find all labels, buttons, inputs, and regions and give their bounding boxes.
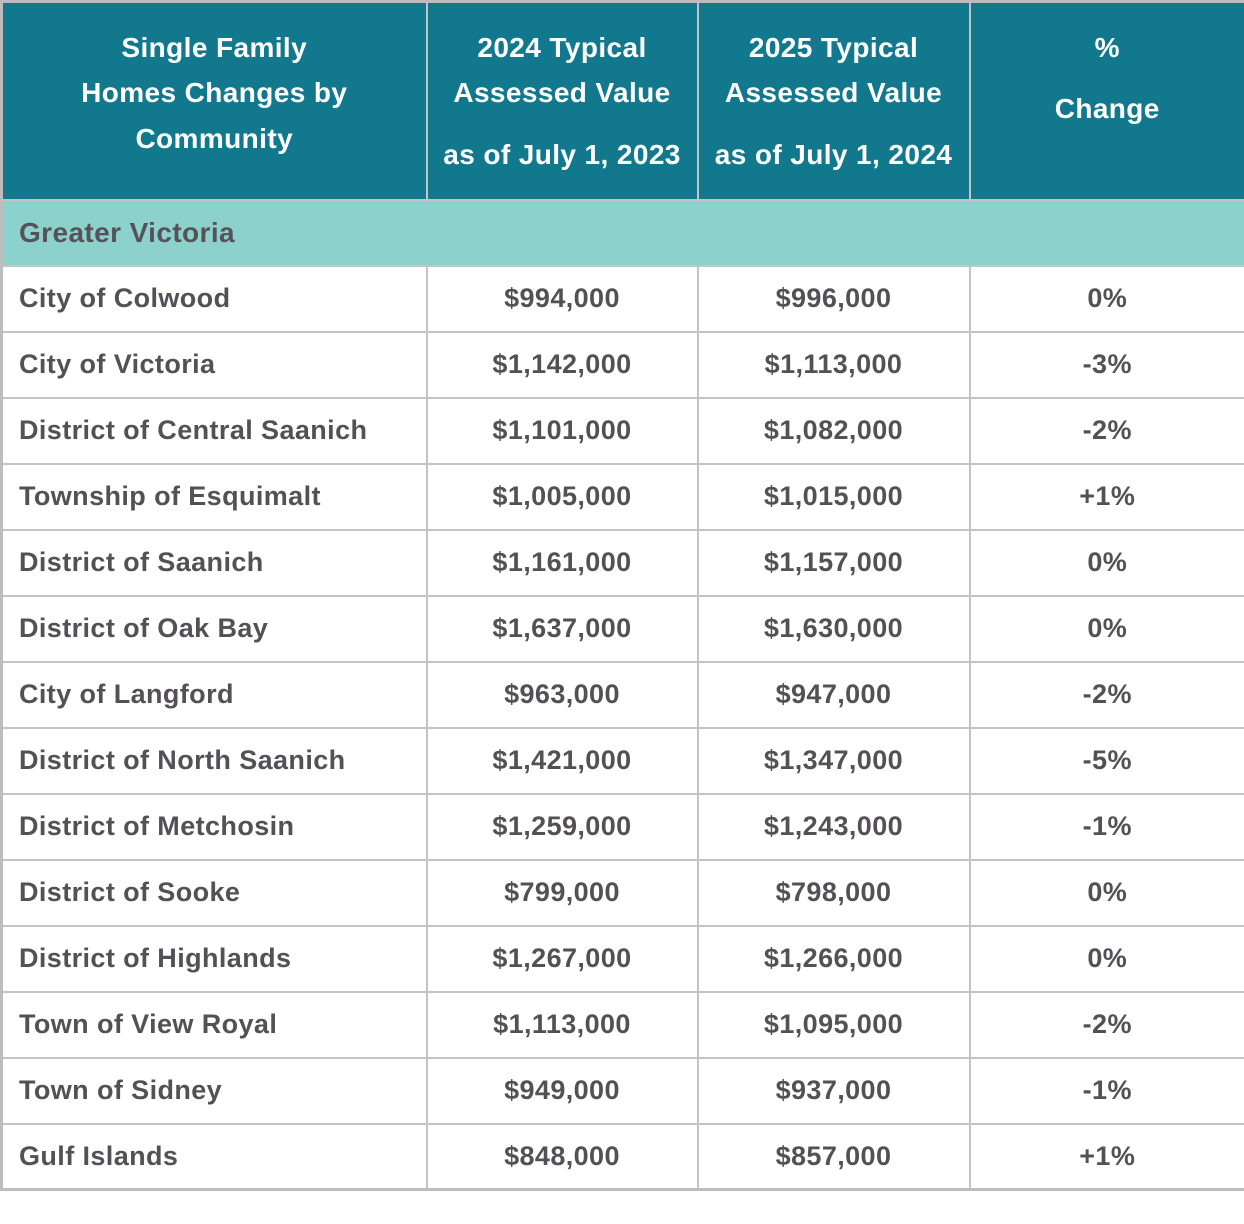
row-2025-value-cell: $1,630,000 [698, 596, 970, 662]
table-body [2, 200, 1244, 1190]
row-2024-value-cell: $848,000 [427, 1124, 698, 1190]
header-community-line2: Homes Changes by [81, 77, 348, 109]
header-community-line3: Community [135, 122, 294, 154]
row-2024-value-cell: $994,000 [427, 266, 698, 332]
table-row [2, 860, 1244, 926]
row-community-cell: Township of Esquimalt [2, 464, 427, 530]
row-2024-value-cell: $1,161,000 [427, 530, 698, 596]
row-2024-value-cell: $1,005,000 [427, 464, 698, 530]
header-2025-value-date: as of July 1, 2024 [714, 138, 953, 170]
table-row [2, 332, 1244, 398]
row-2024-value-cell: $1,113,000 [427, 992, 698, 1058]
table-row [2, 992, 1244, 1058]
row-pct-change-cell: -2% [970, 662, 1244, 728]
section-row-greater-victoria [2, 200, 1244, 266]
row-2024-value-cell: $949,000 [427, 1058, 698, 1124]
table-row [2, 596, 1244, 662]
row-2024-value-cell: $1,421,000 [427, 728, 698, 794]
row-2025-value-cell: $1,157,000 [698, 530, 970, 596]
row-community-cell: Town of Sidney [2, 1058, 427, 1124]
row-pct-change-cell: +1% [970, 464, 1244, 530]
row-2025-value-cell: $1,243,000 [698, 794, 970, 860]
row-community-cell: Town of View Royal [2, 992, 427, 1058]
row-pct-change-cell: -2% [970, 992, 1244, 1058]
table-row [2, 662, 1244, 728]
table-row [2, 266, 1244, 332]
row-2025-value-cell: $1,266,000 [698, 926, 970, 992]
header-row [2, 2, 1244, 200]
row-2025-value-cell: $1,015,000 [698, 464, 970, 530]
table-row [2, 1124, 1244, 1190]
header-2024-value-column [427, 2, 698, 200]
row-pct-change-cell: -1% [970, 1058, 1244, 1124]
row-pct-change-cell: -5% [970, 728, 1244, 794]
row-community-cell: District of Central Saanich [2, 398, 427, 464]
row-pct-change-cell: 0% [970, 860, 1244, 926]
table-row [2, 1058, 1244, 1124]
row-2024-value-cell: $1,142,000 [427, 332, 698, 398]
table-header [2, 2, 1244, 200]
row-2025-value-cell: $1,082,000 [698, 398, 970, 464]
row-pct-change-cell: 0% [970, 266, 1244, 332]
header-2024-value-date: as of July 1, 2023 [443, 138, 681, 170]
header-pct-symbol: % [1094, 32, 1120, 63]
row-2025-value-cell: $1,113,000 [698, 332, 970, 398]
row-community-cell: City of Victoria [2, 332, 427, 398]
row-community-cell: District of Oak Bay [2, 596, 427, 662]
header-pct-change-label: Change [1054, 93, 1160, 125]
row-2024-value-cell: $1,101,000 [427, 398, 698, 464]
row-2024-value-cell: $1,637,000 [427, 596, 698, 662]
header-2024-value-title: 2024 Typical Assessed Value [453, 32, 671, 109]
row-community-cell: District of Highlands [2, 926, 427, 992]
row-2024-value-cell: $1,267,000 [427, 926, 698, 992]
row-2025-value-cell: $1,347,000 [698, 728, 970, 794]
header-community-column [2, 2, 427, 200]
row-community-cell: District of Metchosin [2, 794, 427, 860]
row-community-cell: City of Colwood [2, 266, 427, 332]
row-community-cell: City of Langford [2, 662, 427, 728]
row-2024-value-cell: $963,000 [427, 662, 698, 728]
row-pct-change-cell: +1% [970, 1124, 1244, 1190]
table-row [2, 794, 1244, 860]
row-pct-change-cell: -2% [970, 398, 1244, 464]
row-pct-change-cell: -1% [970, 794, 1244, 860]
row-community-cell: District of Sooke [2, 860, 427, 926]
row-pct-change-cell: -3% [970, 332, 1244, 398]
header-2025-value-title: 2025 Typical Assessed Value [724, 32, 943, 109]
header-2025-value-column [698, 2, 970, 200]
row-pct-change-cell: 0% [970, 530, 1244, 596]
row-2025-value-cell: $1,095,000 [698, 992, 970, 1058]
row-community-cell: District of North Saanich [2, 728, 427, 794]
table-row [2, 926, 1244, 992]
header-pct-change-column [970, 2, 1244, 200]
header-community-line1: Single Family [121, 32, 308, 63]
table-row [2, 530, 1244, 596]
row-2025-value-cell: $937,000 [698, 1058, 970, 1124]
table-row [2, 398, 1244, 464]
row-pct-change-cell: 0% [970, 926, 1244, 992]
row-community-cell: District of Saanich [2, 530, 427, 596]
row-2025-value-cell: $857,000 [698, 1124, 970, 1190]
row-2025-value-cell: $996,000 [698, 266, 970, 332]
row-2025-value-cell: $798,000 [698, 860, 970, 926]
row-2025-value-cell: $947,000 [698, 662, 970, 728]
table-row [2, 728, 1244, 794]
row-2024-value-cell: $1,259,000 [427, 794, 698, 860]
table-row [2, 464, 1244, 530]
row-pct-change-cell: 0% [970, 596, 1244, 662]
section-label: Greater Victoria [2, 200, 1244, 266]
row-2024-value-cell: $799,000 [427, 860, 698, 926]
row-community-cell: Gulf Islands [2, 1124, 427, 1190]
